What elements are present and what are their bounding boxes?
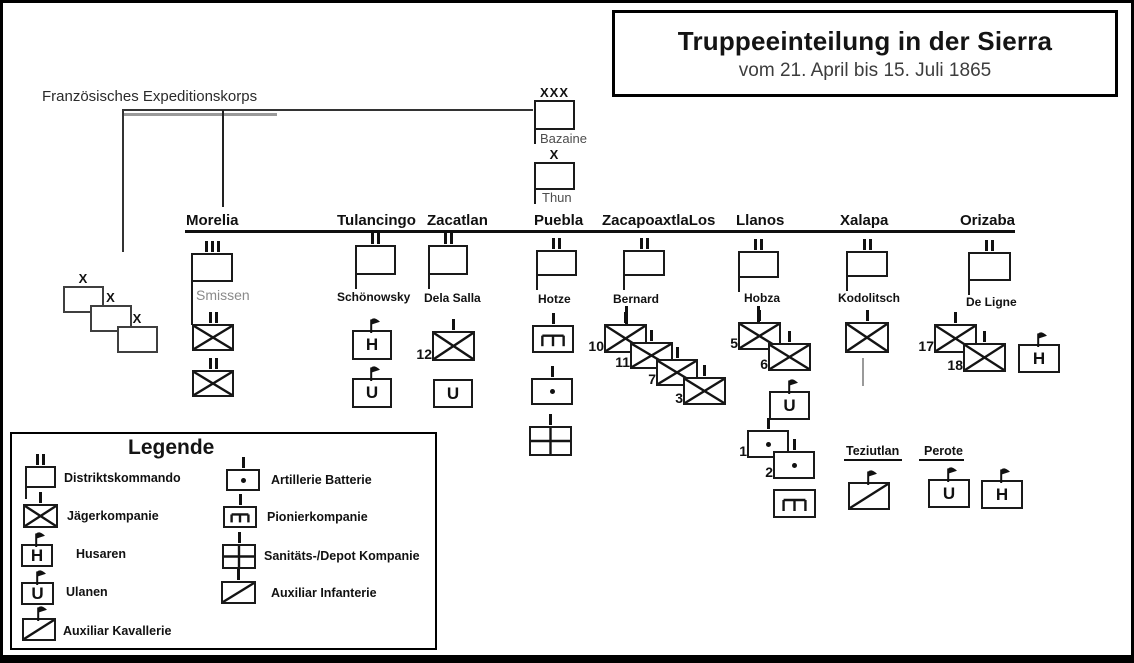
unit-letter: U [31, 583, 44, 603]
place-header-zacatlan: Zacatlan [427, 212, 488, 229]
artillery-dot [766, 442, 771, 447]
places-underline [185, 230, 1015, 233]
echelon-marker-i [606, 312, 645, 323]
echelon-marker-ii [194, 312, 232, 323]
flag-icon [945, 466, 960, 487]
district-tulancingo [355, 245, 396, 275]
legend-husaren-label: Husaren [76, 547, 127, 561]
title-box [612, 10, 1118, 97]
echelon-marker-i [224, 532, 254, 543]
place-header-zacapoaxtlalos: ZacapoaxtlaLos [602, 212, 716, 229]
echelon-marker-i [770, 331, 809, 342]
flag-icon [33, 531, 48, 552]
echelon-marker-i [632, 330, 671, 341]
echelon-marker-ii [430, 233, 466, 244]
unit-number: 12 [416, 346, 432, 362]
district-zacapoaxtla [623, 250, 665, 276]
district-puebla [536, 250, 577, 276]
chart-subtitle: vom 21. April bis 15. Juli 1865 [738, 59, 992, 81]
artillery-dot [792, 463, 797, 468]
place-header-xalapa: Xalapa [840, 212, 889, 229]
korps-vline-morelia [222, 110, 224, 207]
place-header-morelia: Morelia [186, 212, 239, 229]
echelon-marker-iii [193, 241, 231, 252]
label-smissen: Smissen [196, 287, 250, 303]
unit-letter: H [30, 545, 44, 565]
unit-number: 1 [739, 443, 747, 459]
pionier-llanos [773, 489, 816, 518]
korps-hline [122, 109, 533, 111]
command-pole [536, 274, 539, 290]
command-pole [968, 279, 971, 295]
legend-pionierkompanie-label: Pionierkompanie [267, 510, 368, 524]
echelon-marker-i [533, 366, 571, 377]
legend-auxiliar-kavallerie-symbol [22, 618, 56, 641]
legend-distriktskommando-symbol [25, 466, 56, 488]
legend-auxiliar-infanterie-symbol [221, 581, 256, 604]
chart-title: Truppeeinteilung in der Sierra [677, 25, 1053, 56]
flag-icon [35, 605, 50, 626]
legend-ulanen-label: Ulanen [66, 585, 108, 599]
unit-number: 10 [588, 338, 604, 354]
korps-vline-left [122, 109, 124, 252]
label-de-ligne: De Ligne [966, 295, 1017, 309]
pionier-puebla [532, 325, 574, 353]
jaeger-3 [675, 377, 726, 406]
label-schoenowsky: Schönowsky [337, 290, 411, 304]
echelon-marker-x: X [78, 271, 89, 286]
label-teziutlan: Teziutlan [846, 444, 900, 458]
echelon-marker-i [434, 319, 473, 330]
place-header-orizaba: Orizaba [960, 212, 1016, 229]
place-header-puebla: Puebla [534, 212, 584, 229]
legend-artillerie-batterie-symbol [226, 469, 260, 491]
artillery-dot [550, 389, 555, 394]
ulanen-llanos [769, 391, 810, 420]
echelon-marker-xxx: XXX [539, 85, 569, 100]
unit-number: 7 [648, 371, 656, 387]
artillery-dot [241, 478, 246, 483]
label-hotze: Hotze [538, 292, 571, 306]
echelon-marker-i [740, 310, 779, 321]
legend-title: Legende [128, 436, 215, 459]
echelon-marker-i [658, 347, 696, 358]
label-perote: Perote [924, 444, 963, 458]
legend-sanitaets-depot-symbol [222, 544, 256, 569]
unit-letter: U [783, 395, 796, 415]
unit-letter: U [365, 383, 379, 402]
flag-icon [1035, 331, 1050, 352]
legend-ulanen-symbol [21, 582, 54, 605]
legend-sanitaets-depot-label: Sanitäts-/Depot Kompanie [264, 549, 420, 563]
perote-underline [919, 459, 964, 461]
artillerie-puebla [531, 378, 573, 405]
brigade-3 [117, 311, 158, 353]
sanitaets-puebla [529, 426, 572, 456]
unit-letter: H [365, 335, 379, 354]
flag-icon [998, 467, 1013, 488]
artillerie-2 [765, 451, 815, 480]
auxkavallerie-teziutlan [848, 482, 890, 510]
echelon-marker-ii [538, 238, 575, 249]
label-bernard: Bernard [613, 292, 660, 306]
unit-letter: U [942, 483, 956, 503]
flag-icon [368, 365, 383, 386]
legend-auxiliar-kavallerie-label: Auxiliar Kavallerie [63, 624, 172, 638]
legend-pionierkompanie-symbol [223, 506, 257, 528]
echelon-marker-i [228, 457, 258, 468]
unit-number: 17 [918, 338, 934, 354]
label-kodolitsch: Kodolitsch [838, 291, 900, 305]
echelon-marker-i [775, 439, 813, 450]
flag-icon [786, 378, 801, 399]
place-header-llanos: Llanos [736, 212, 785, 229]
jaeger-morelia-1 [192, 324, 234, 351]
legend-jaegerkompanie-symbol [23, 504, 58, 528]
echelon-marker-i [531, 414, 570, 425]
echelon-marker-i [847, 310, 887, 321]
echelon-marker-ii [740, 239, 777, 250]
legend-jaegerkompanie-label: Jägerkompanie [67, 509, 159, 523]
unit-number: 11 [615, 354, 630, 370]
command-pole [738, 276, 741, 292]
command-pole [534, 188, 537, 204]
hq-thun [534, 147, 575, 190]
unit-number: 5 [730, 335, 738, 351]
district-xalapa [846, 251, 888, 277]
echelon-marker-i [685, 365, 724, 376]
jaeger-morelia-2 [192, 370, 234, 397]
echelon-marker-ii [357, 233, 394, 244]
unit-number: 2 [765, 464, 773, 480]
korps-underline [122, 113, 277, 116]
command-pole [846, 275, 849, 291]
xalapa-drop [862, 358, 864, 386]
husaren-orizaba [1018, 344, 1060, 373]
district-orizaba [968, 252, 1011, 281]
district-llanos [738, 251, 779, 278]
husaren-perote [981, 480, 1023, 509]
teziutlan-underline [844, 459, 902, 461]
label-hobza: Hobza [744, 291, 780, 305]
unit-number: 3 [675, 390, 683, 406]
label-thun: Thun [542, 190, 572, 205]
echelon-marker-x: X [132, 311, 143, 326]
label-bazaine: Bazaine [540, 131, 587, 146]
district-zacatlan [428, 245, 468, 275]
jaeger-12 [416, 331, 475, 362]
unit-letter: H [995, 484, 1009, 504]
command-pole [623, 274, 626, 290]
echelon-marker-i [534, 313, 572, 324]
echelon-marker-i [965, 331, 1004, 342]
echelon-marker-ii [194, 358, 232, 369]
echelon-marker-i [223, 569, 254, 580]
command-pole [191, 280, 194, 325]
echelon-marker-ii [27, 454, 54, 465]
ulanen-tulancingo [352, 378, 392, 408]
legend-auxiliar-infanterie-label: Auxiliar Infanterie [271, 586, 377, 600]
echelon-marker-i [25, 492, 56, 503]
korps-label: Französisches Expeditionskorps [42, 88, 258, 105]
echelon-marker-i [749, 418, 787, 429]
echelon-marker-i [936, 312, 975, 323]
jaeger-18 [947, 343, 1006, 373]
echelon-marker-ii [848, 239, 886, 250]
unit-letter: H [1032, 348, 1046, 368]
legend-distriktskommando-label: Distriktskommando [64, 471, 181, 485]
jaeger-6 [760, 343, 811, 372]
flag-icon [865, 469, 880, 490]
hq-bazaine [534, 85, 575, 130]
command-pole [428, 273, 431, 289]
echelon-marker-ii [970, 240, 1009, 251]
legend-artillerie-batterie-label: Artillerie Batterie [271, 473, 372, 487]
unit-number: 18 [947, 357, 963, 373]
ulanen-perote [928, 479, 970, 508]
flag-icon [34, 569, 49, 590]
jaeger-xalapa [845, 322, 889, 353]
echelon-marker-i [225, 494, 255, 505]
echelon-marker-ii [625, 238, 663, 249]
label-dela-salla: Dela Salla [424, 291, 481, 305]
place-header-tulancingo: Tulancingo [337, 212, 416, 229]
district-morelia [191, 253, 233, 282]
command-pole [355, 273, 358, 289]
ulanen-zacatlan [433, 379, 473, 408]
unit-letter: U [446, 383, 460, 403]
husaren-tulancingo [352, 330, 392, 360]
flag-icon [368, 317, 383, 338]
unit-number: 6 [760, 356, 768, 372]
command-pole [534, 128, 537, 144]
legend-husaren-symbol [21, 544, 53, 567]
echelon-marker-x: X [549, 147, 560, 162]
echelon-marker-x: X [106, 290, 116, 305]
